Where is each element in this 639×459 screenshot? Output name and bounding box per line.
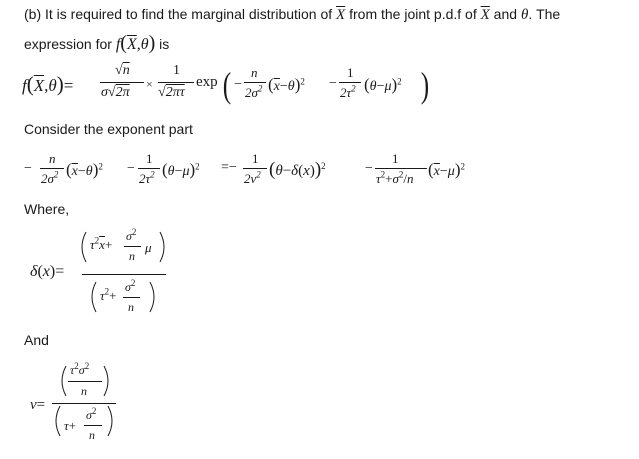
inline-formula-f: $f(\overline{X},\theta)$ (115, 32, 156, 54)
intro-text-b: from the joint p.d.f of (345, 6, 481, 22)
theta-symbol: θ (520, 7, 529, 23)
intro-text-f: is (155, 36, 170, 52)
consider-label: Consider the exponent part (24, 121, 193, 137)
xbar-symbol-2: $\overline{X}$ (480, 7, 490, 23)
intro-text-a: (b) It is required to find the marginal distribution of (24, 6, 337, 22)
intro-text-e: expression for (24, 36, 116, 52)
xbar-symbol: $\overline{X}$ (336, 7, 346, 23)
intro-text-d: . The (528, 6, 561, 22)
where-label: Where, (24, 201, 70, 217)
intro-text-c: and (489, 6, 521, 22)
and-label: And (24, 332, 49, 348)
